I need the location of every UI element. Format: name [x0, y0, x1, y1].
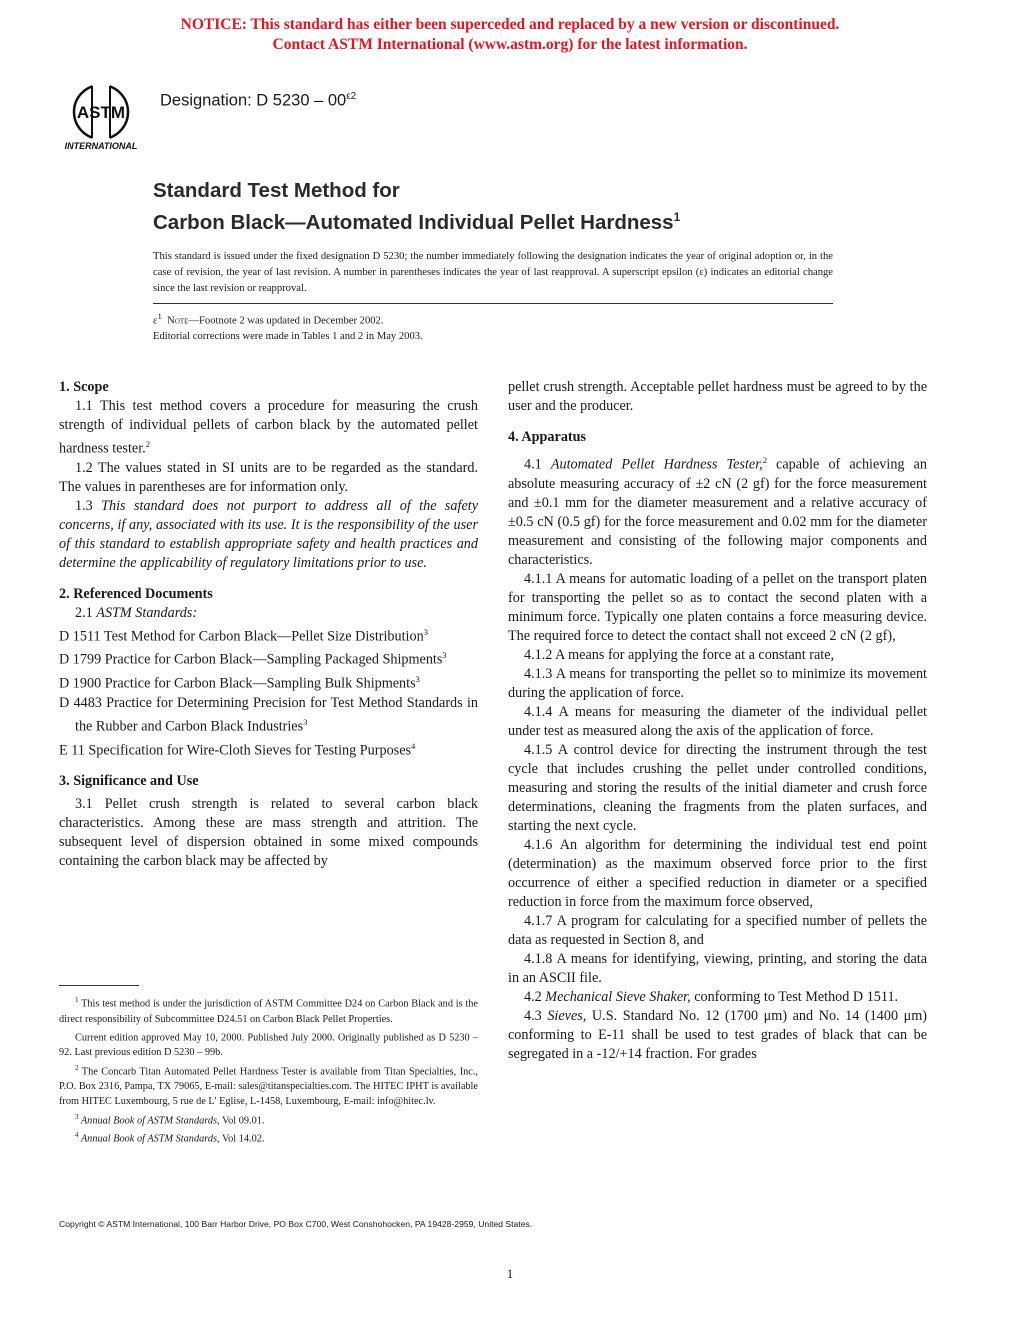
reference-item: D 1799 Practice for Carbon Black—Sampling Packaged Shipments$^3$ — [59, 650, 447, 669]
reference-list — [59, 623, 478, 761]
paragraph-4-1-8: 4.1.8 A means for identifying, viewing, printing, and storing the data in an ASCII file. — [508, 950, 927, 986]
logo-caption: INTERNATIONAL — [64, 141, 138, 151]
paragraph-4-1-5: 4.1.5 A control device for directing the instrument through the test cycle that includes crushing the pellet under controlled conditions, measuring and storing the results of the initial diameter and crush force determinations, cleaning the fragments from the platen surfaces, and starting the next cycle. — [508, 741, 927, 834]
paragraph-4-1-3: 4.1.3 A means for transporting the pellet so to minimize its movement during the application of force. — [508, 665, 927, 701]
footnote-rule — [59, 985, 139, 986]
paragraph-1-1-sup: 2 — [145, 439, 150, 449]
paragraph-1-3 — [59, 497, 478, 573]
header-rule — [153, 303, 833, 304]
reference-item: E 11 Specification for Wire-Cloth Sieves for Testing Purposes$^4$ — [59, 740, 416, 759]
title-sup: 1 — [673, 210, 681, 224]
notice-banner — [0, 15, 1020, 55]
page-number: 1 — [506, 1266, 514, 1281]
paragraph-1-3-text: This standard does not purport to address all of the safety concerns, if any, associated with its use. It is the responsibility of the user of this standard to establish appropriate safety and health practices and determine the applicability of regulatory limitations prior to use. — [59, 497, 478, 571]
paragraph-4-1-6: 4.1.6 An algorithm for determining the individual test end point (determination) as the maximum observed force prior to the first occurrence of either a specified reduction in diameter or a specified reduction in force from the maximum force observed, — [508, 836, 927, 910]
epsilon-note-text: —Footnote 2 was updated in December 2002. — [188, 315, 384, 327]
paragraph-4-1: 4.1 Automated Pellet Hardness Tester,$^2$ capable of achieving an absolute measuring accuracy of ±2 cN (2 gf) for the force measurement and ±0.1 mm for the diameter measurement and a relative accuracy of ±0.5 cN (0.5 gf) for the force measurement and 0.02 mm for the diameter measurement and consisting of the following major components and characteristics. — [508, 455, 927, 568]
paragraph-1-2: 1.2 The values stated in SI units are to be regarded as the standard. The values in parentheses are for information only. — [59, 459, 478, 495]
footnote-2: $^2$ The Concarb Titan Automated Pellet Hardness Tester is available from Titan Specialties, Inc., P.O. Box 2316, Pampa, TX 79065, E-mail: sales@titanspecialties.com. The HITEC IPHT is available from HITEC Luxembourg, 5 rue de L' Eglise, L-1458, Luxembourg, E-mail: info@hitec.lv. — [59, 1063, 478, 1108]
paragraph-4-1-7: 4.1.7 A program for calculating for a specified number of pellets the data as requested in Section 8, and — [508, 912, 927, 948]
footnote-1-edition: Current edition approved May 10, 2000. Published July 2000. Originally published as D 5230 – 92. Last previous edition D 5230 – 99b. — [59, 1032, 478, 1059]
paragraph-1-1-text: 1.1 This test method covers a procedure for measuring the crush strength of individual pellets of carbon black by the automated pellet hardness tester. — [59, 398, 478, 457]
footnote-1: $^1$ This test method is under the jurisdiction of ASTM Committee D24 on Carbon Black and is the direct responsibility of Subcommittee D24.51 on Carbon Black Pellet Properties. — [59, 996, 478, 1025]
paragraph-2-1-text: ASTM Standards: — [96, 604, 198, 621]
epsilon-note-label: Note — [167, 315, 189, 327]
footnote-4: $^4$ Annual Book of ASTM Standards, Vol 14.02. — [75, 1131, 265, 1145]
paragraph-4-3: 4.3 Sieves, U.S. Standard No. 12 (1700 μm) and No. 14 (1400 μm) conforming to E-11 shall be used to test grades of black that can be segregated in a -12/+14 fraction. For grades — [508, 1007, 927, 1062]
designation-sup: ε2 — [346, 91, 357, 102]
reference-item: D 1511 Test Method for Carbon Black—Pellet Size Distribution$^3$ — [59, 626, 428, 645]
epsilon-note-line-2: Editorial corrections were made in Tables 1 and 2 in May 2003. — [153, 330, 423, 342]
reference-item: D 4483 Practice for Determining Precision for Test Method Standards in the Rubber and Carbon Black Industries$^3$ — [59, 694, 478, 735]
paragraph-1-3-num: 1.3 — [75, 497, 102, 514]
epsilon-symbol: ε — [153, 315, 158, 327]
document-title — [153, 178, 680, 236]
footnote-3: $^3$ Annual Book of ASTM Standards, Vol 09.01. — [75, 1112, 265, 1127]
title-line-2: Carbon Black—Automated Individual Pellet Hardness — [153, 210, 674, 234]
paragraph-2-1 — [59, 604, 478, 623]
paragraph-3-1-continued: pellet crush strength. Acceptable pellet hardness must be agreed to by the user and the producer. — [508, 379, 927, 414]
title-line-1: Standard Test Method for — [153, 179, 400, 202]
epsilon-sup: 1 — [157, 311, 162, 321]
paragraph-4-1-4: 4.1.4 A means for measuring the diameter of the individual pellet under test as measured along the axis of the application of force. — [508, 703, 927, 739]
designation-label: Designation: D 5230 – 00 — [160, 91, 347, 110]
paragraph-1-1 — [59, 397, 478, 459]
epsilon-note — [153, 309, 833, 344]
issued-statement: This standard is issued under the fixed designation D 5230; the number immediately following the designation indicates the year of original adoption or, in the case of revision, the year of last revision. A number in parentheses indicates the year of last reapproval. A superscript epsilon (ε) indicates an editorial change since the last revision or reapproval. — [153, 251, 833, 294]
section-1-heading: 1. Scope — [59, 379, 109, 395]
designation — [160, 91, 356, 111]
paragraph-3-1: 3.1 Pellet crush strength is related to several carbon black characteristics. Among these are mass strength and attrition. The subsequent level of dispersion obtained in some mixed compounds containing the carbon black may be affected by — [59, 796, 478, 870]
left-column — [59, 378, 478, 871]
paragraph-4-1-2: 4.1.2 A means for applying the force at a constant rate, — [524, 646, 835, 663]
logo-letters: ASTM — [76, 103, 126, 122]
notice-line-1: NOTICE: This standard has either been superceded and replaced by a new version or discontinued. — [180, 16, 840, 33]
paragraph-2-1-num: 2.1 — [75, 604, 97, 621]
notice-line-2: Contact ASTM International (www.astm.org) for the latest information. — [272, 36, 748, 53]
reference-item: D 1900 Practice for Carbon Black—Sampling Bulk Shipments$^3$ — [59, 674, 420, 692]
astm-logo — [58, 80, 144, 152]
paragraph-4-2: 4.2 Mechanical Sieve Shaker, conforming to Test Method D 1511. — [524, 988, 899, 1005]
paragraph-4-1-1: 4.1.1 A means for automatic loading of a pellet on the transport platen for transporting the pellet so as to contact the second platen with a minimum force. Typically one platen contains a force measuring device. The required force to detect the contact shall not exceed 2 cN (2 gf), — [508, 570, 927, 644]
footnotes — [59, 993, 478, 1147]
section-2-heading: 2. Referenced Documents — [59, 585, 213, 602]
copyright-line: Copyright © ASTM International, 100 Barr Harbor Drive, PO Box C700, West Conshohocken, PA 19428-2959, United States. — [59, 1219, 533, 1229]
section-3-heading: 3. Significance and Use — [59, 773, 199, 790]
right-column — [508, 378, 927, 1064]
section-4-heading: 4. Apparatus — [508, 429, 587, 445]
